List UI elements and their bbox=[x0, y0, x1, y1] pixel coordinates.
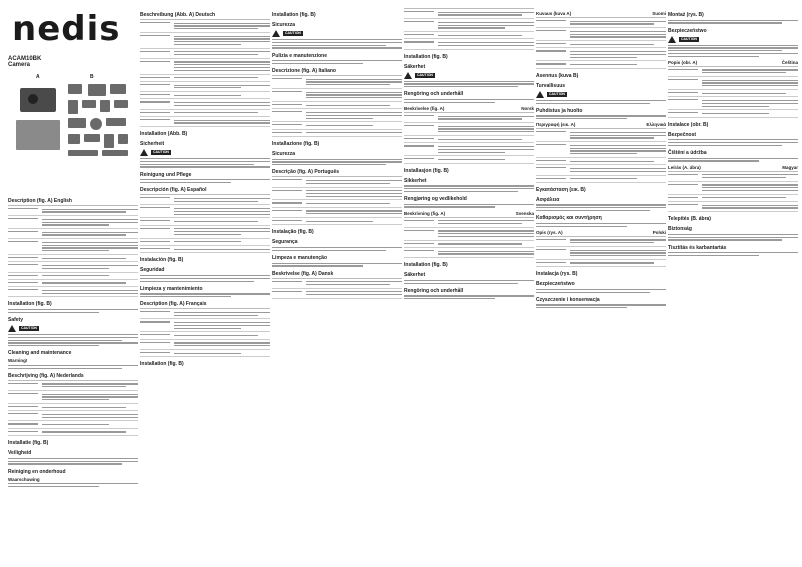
section-header bbox=[536, 11, 666, 16]
section-title: Installasjon (fig. B) bbox=[404, 167, 449, 174]
model-number: ACAM10BK bbox=[8, 56, 42, 62]
section-title: Installation (fig. B) bbox=[140, 361, 184, 368]
section-title: Sikkerhet bbox=[404, 177, 427, 184]
section-title: Segurança bbox=[272, 239, 298, 246]
accessory-item bbox=[84, 134, 100, 142]
section-title: Limpeza e manutenção bbox=[272, 254, 328, 261]
section-title: Καθαρισμός και συντήρηση bbox=[536, 215, 602, 222]
section-title: Biztonság bbox=[668, 226, 692, 233]
warning-label: Warning! bbox=[8, 358, 28, 364]
figure-a-label: A bbox=[36, 74, 40, 80]
section-title: Säkerhet bbox=[404, 272, 426, 279]
section-title: Instalação (fig. B) bbox=[272, 229, 314, 236]
accessory-item bbox=[118, 134, 128, 144]
section-title: Tisztítás és karbantartás bbox=[668, 244, 727, 251]
camera-illustration bbox=[20, 88, 56, 112]
product-name: Camera bbox=[8, 62, 31, 68]
section-title: Sicherheit bbox=[140, 141, 165, 148]
section-title: Beskrivelse (fig. A) Dansk bbox=[272, 270, 334, 277]
column-1 bbox=[8, 8, 138, 559]
section-title: Bezpieczeństwo bbox=[668, 27, 707, 34]
section-header bbox=[668, 60, 798, 65]
section-title: Cleaning and maintenance bbox=[8, 350, 72, 357]
section-title: Installation (fig. B) bbox=[404, 262, 448, 269]
section-title: Telepítés (B. ábra) bbox=[668, 216, 711, 223]
caution-badge: CAUTION bbox=[417, 72, 433, 77]
section-title: Beskrivning (fig. A) bbox=[404, 210, 446, 216]
accessory-item bbox=[114, 100, 128, 108]
section-title: Rengöring och underhåll bbox=[404, 91, 464, 98]
brand-logo: nedis bbox=[12, 9, 121, 49]
section-title: Ασφάλεια bbox=[536, 196, 560, 203]
product-figures bbox=[8, 74, 138, 194]
section-title: Kuvaus (kuva A) bbox=[536, 11, 572, 16]
section-title: Installazione (fig. B) bbox=[272, 141, 320, 148]
section-header bbox=[536, 122, 666, 127]
section-header bbox=[404, 211, 534, 216]
section-title: Pulizia e manutenzione bbox=[272, 52, 328, 59]
section-title: Descrição (fig. A) Português bbox=[272, 169, 340, 176]
section-title: Safety bbox=[8, 316, 24, 323]
warning-icon bbox=[272, 30, 280, 37]
section-title: Description (fig. A) Français bbox=[140, 301, 207, 308]
section-title: Säkerhet bbox=[404, 63, 426, 70]
accessory-item bbox=[68, 118, 86, 128]
section-header bbox=[668, 165, 798, 170]
section-title: Limpieza y mantenimiento bbox=[140, 285, 203, 292]
language-label: Suomi bbox=[652, 11, 666, 16]
section-title: Reinigung und Pflege bbox=[140, 171, 192, 178]
section-title: Bezpieczeństwo bbox=[536, 281, 575, 288]
section-title: Turvallisuus bbox=[536, 82, 566, 89]
section-title: Bezpečnost bbox=[668, 131, 697, 138]
accessory-item bbox=[104, 134, 114, 148]
section-title: Czyszczenie i konserwacja bbox=[536, 296, 600, 303]
caution-badge: CAUTION bbox=[285, 31, 301, 35]
column-3 bbox=[272, 8, 402, 559]
caution-badge: CAUTION bbox=[21, 325, 37, 330]
caution-badge: CAUTION bbox=[681, 36, 697, 41]
section-title: Rengjøring og vedlikehold bbox=[404, 196, 467, 203]
section-title: Εγκατάσταση (εικ. B) bbox=[536, 186, 586, 193]
section-title: Installation (fig. B) bbox=[404, 53, 448, 60]
warning-icon bbox=[668, 36, 676, 43]
language-label: Ελληνικά bbox=[646, 122, 666, 128]
section-title: Sicurezza bbox=[272, 151, 296, 158]
accessory-item bbox=[82, 100, 96, 108]
accessory-item bbox=[88, 84, 106, 96]
column-6 bbox=[668, 8, 798, 559]
section-title: Čištění a údržba bbox=[668, 150, 707, 156]
figure-b-label: B bbox=[90, 74, 94, 80]
accessory-item bbox=[68, 84, 82, 94]
section-title: Instalace (obr. B) bbox=[668, 121, 709, 128]
accessory-item bbox=[68, 100, 78, 114]
section-title: Leírás (A. ábra) bbox=[668, 164, 701, 170]
section-title: Installation (fig. B) bbox=[272, 12, 316, 18]
section-title: Montaż (rys. B) bbox=[668, 12, 704, 18]
warning-label: Waarschuwing bbox=[8, 476, 40, 482]
section-header bbox=[536, 230, 666, 235]
section-title: Beschreibung (Abb. A) Deutsch bbox=[140, 12, 216, 18]
section-title: Rengöring och underhåll bbox=[404, 287, 464, 294]
column-4 bbox=[404, 8, 534, 559]
section-title: Installatie (fig. B) bbox=[8, 440, 49, 447]
section-title: Instalacja (rys. B) bbox=[536, 271, 578, 278]
accessory-item bbox=[68, 150, 98, 156]
section-header bbox=[404, 106, 534, 111]
section-title: Asennus (kuva B) bbox=[536, 72, 579, 79]
section-title: Opis (rys. A) bbox=[536, 229, 563, 235]
section-title: Instalación (fig. B) bbox=[140, 257, 184, 264]
accessory-item bbox=[106, 118, 126, 126]
accessory-item bbox=[102, 150, 128, 156]
section-title: Descripción (fig. A) Español bbox=[140, 187, 207, 194]
accessory-item bbox=[90, 118, 102, 130]
warning-icon bbox=[536, 91, 544, 98]
caution-badge: CAUTION bbox=[549, 91, 565, 96]
accessory-item bbox=[110, 84, 126, 94]
column-5 bbox=[536, 8, 666, 559]
section-title: Reiniging en onderhoud bbox=[8, 468, 66, 475]
caution-badge: CAUTION bbox=[153, 150, 169, 155]
section-title: Περιγραφή (εικ. A) bbox=[536, 122, 576, 128]
language-label: Čeština bbox=[781, 59, 798, 65]
parts-table bbox=[8, 205, 138, 297]
camera-housing-illustration bbox=[16, 120, 60, 150]
language-label: Magyar bbox=[782, 164, 798, 170]
column-2 bbox=[140, 8, 270, 559]
warning-icon bbox=[140, 149, 148, 156]
section-title: Beskrivelse (fig. A) bbox=[404, 105, 445, 111]
camera-lens bbox=[28, 94, 38, 104]
warning-icon bbox=[8, 325, 16, 332]
language-label: Svenska bbox=[515, 210, 534, 216]
section-title: Description (fig. A) English bbox=[8, 198, 72, 204]
section-title: Installation (Abb. B) bbox=[140, 131, 188, 138]
section-title: Veiligheid bbox=[8, 450, 32, 457]
section-title: Installation (fig. B) bbox=[8, 301, 52, 308]
section-title: Beschrijving (fig. A) Nederlands bbox=[8, 372, 84, 379]
section-title: Puhdistus ja huolto bbox=[536, 107, 583, 114]
section-title: Seguridad bbox=[140, 267, 165, 274]
section-title: Popis (obr. A) bbox=[668, 59, 698, 65]
warning-icon bbox=[404, 72, 412, 79]
section-title: Descrizione (fig. A) Italiano bbox=[272, 68, 336, 75]
accessory-item bbox=[68, 134, 80, 144]
section-title: Sicurezza bbox=[272, 22, 296, 28]
language-label: Polski bbox=[652, 229, 666, 235]
language-label: Norsk bbox=[521, 105, 534, 111]
accessory-item bbox=[100, 100, 110, 112]
